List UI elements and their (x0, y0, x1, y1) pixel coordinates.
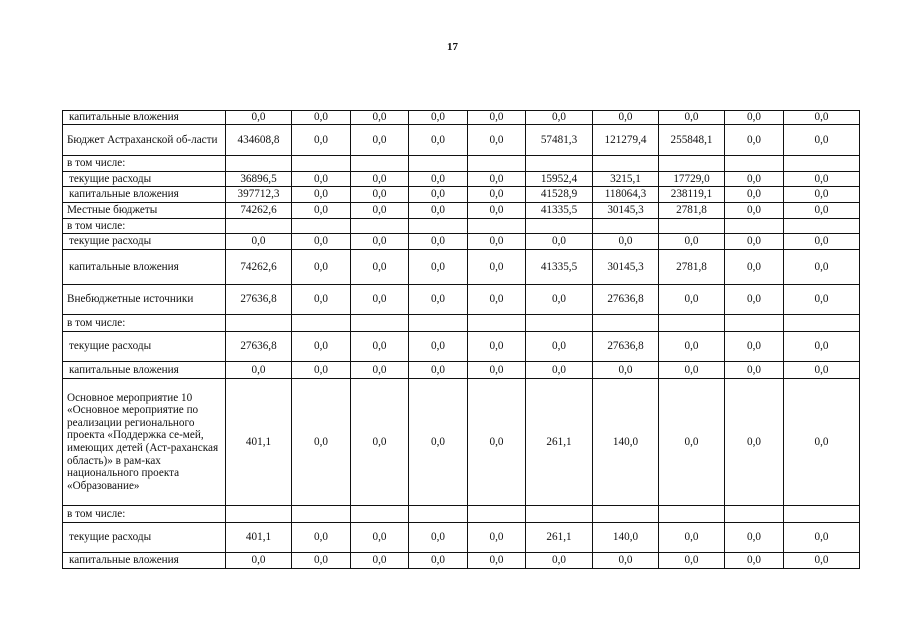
page-number: 17 (447, 41, 458, 53)
value-cell: 57481,3 (526, 125, 593, 156)
value-cell: 0,0 (784, 234, 860, 250)
row-label: капитальные вложения (63, 553, 226, 569)
value-cell (593, 156, 659, 172)
value-cell: 0,0 (292, 187, 351, 203)
value-cell: 0,0 (409, 379, 468, 506)
row-label: Внебюджетные источники (63, 285, 226, 315)
value-cell (784, 219, 860, 234)
value-cell: 0,0 (409, 125, 468, 156)
value-cell: 15952,4 (526, 172, 593, 187)
value-cell (226, 156, 292, 172)
value-cell (292, 156, 351, 172)
value-cell: 0,0 (468, 234, 526, 250)
value-cell (351, 156, 409, 172)
table-row (63, 172, 860, 187)
value-cell: 0,0 (292, 203, 351, 219)
value-cell: 0,0 (468, 250, 526, 285)
value-cell: 0,0 (593, 362, 659, 379)
value-cell: 2781,8 (659, 203, 725, 219)
table-row (63, 553, 860, 569)
value-cell: 0,0 (725, 332, 784, 362)
value-cell: 0,0 (659, 379, 725, 506)
value-cell (659, 219, 725, 234)
value-cell: 0,0 (292, 553, 351, 569)
value-cell: 0,0 (226, 553, 292, 569)
value-cell: 0,0 (784, 523, 860, 553)
row-label: в том числе: (63, 315, 226, 332)
value-cell (526, 156, 593, 172)
table-row (63, 315, 860, 332)
value-cell: 0,0 (226, 362, 292, 379)
value-cell: 261,1 (526, 379, 593, 506)
value-cell: 0,0 (725, 187, 784, 203)
table-row (63, 111, 860, 125)
budget-table (62, 110, 860, 569)
row-label: капитальные вложения (63, 250, 226, 285)
value-cell: 0,0 (659, 285, 725, 315)
value-cell: 0,0 (292, 125, 351, 156)
value-cell: 0,0 (468, 187, 526, 203)
value-cell: 30145,3 (593, 250, 659, 285)
value-cell: 0,0 (351, 125, 409, 156)
value-cell: 41528,9 (526, 187, 593, 203)
row-label: в том числе: (63, 506, 226, 523)
table-body (63, 111, 860, 569)
value-cell: 27636,8 (593, 285, 659, 315)
value-cell (659, 506, 725, 523)
value-cell: 401,1 (226, 379, 292, 506)
value-cell: 0,0 (784, 203, 860, 219)
value-cell: 0,0 (725, 523, 784, 553)
value-cell: 0,0 (292, 111, 351, 125)
value-cell: 0,0 (409, 553, 468, 569)
value-cell (593, 219, 659, 234)
value-cell (351, 506, 409, 523)
value-cell: 0,0 (784, 332, 860, 362)
value-cell: 74262,6 (226, 203, 292, 219)
value-cell: 0,0 (784, 553, 860, 569)
value-cell (409, 156, 468, 172)
value-cell: 0,0 (409, 234, 468, 250)
value-cell: 0,0 (725, 379, 784, 506)
value-cell: 0,0 (725, 125, 784, 156)
value-cell: 0,0 (468, 125, 526, 156)
value-cell: 140,0 (593, 523, 659, 553)
value-cell: 41335,5 (526, 203, 593, 219)
value-cell: 434608,8 (226, 125, 292, 156)
value-cell: 238119,1 (659, 187, 725, 203)
value-cell: 0,0 (292, 332, 351, 362)
row-label: Бюджет Астраханской об-ласти (63, 125, 226, 156)
value-cell: 0,0 (468, 523, 526, 553)
value-cell: 0,0 (784, 187, 860, 203)
table-row (63, 219, 860, 234)
value-cell: 0,0 (526, 234, 593, 250)
value-cell: 0,0 (351, 172, 409, 187)
value-cell: 0,0 (468, 553, 526, 569)
value-cell (593, 315, 659, 332)
table-row (63, 362, 860, 379)
value-cell: 0,0 (725, 553, 784, 569)
value-cell: 0,0 (292, 379, 351, 506)
value-cell: 0,0 (292, 234, 351, 250)
value-cell (725, 506, 784, 523)
value-cell (725, 219, 784, 234)
row-label: текущие расходы (63, 172, 226, 187)
value-cell (292, 219, 351, 234)
value-cell: 0,0 (292, 523, 351, 553)
value-cell: 0,0 (409, 111, 468, 125)
value-cell: 27636,8 (226, 285, 292, 315)
value-cell: 0,0 (659, 111, 725, 125)
value-cell (725, 315, 784, 332)
row-label: капитальные вложения (63, 187, 226, 203)
value-cell: 27636,8 (226, 332, 292, 362)
value-cell: 0,0 (468, 172, 526, 187)
value-cell: 0,0 (351, 234, 409, 250)
value-cell (593, 506, 659, 523)
value-cell (226, 506, 292, 523)
value-cell: 0,0 (468, 362, 526, 379)
value-cell: 0,0 (351, 362, 409, 379)
table-row (63, 523, 860, 553)
table-row (63, 285, 860, 315)
value-cell: 0,0 (526, 362, 593, 379)
value-cell: 0,0 (593, 111, 659, 125)
value-cell: 0,0 (292, 285, 351, 315)
value-cell: 0,0 (226, 234, 292, 250)
value-cell: 0,0 (409, 172, 468, 187)
row-label: в том числе: (63, 219, 226, 234)
value-cell: 0,0 (468, 203, 526, 219)
value-cell: 0,0 (226, 111, 292, 125)
table-row (63, 379, 860, 506)
value-cell: 0,0 (659, 553, 725, 569)
value-cell: 0,0 (526, 285, 593, 315)
value-cell: 30145,3 (593, 203, 659, 219)
value-cell: 0,0 (784, 125, 860, 156)
value-cell: 0,0 (351, 285, 409, 315)
row-label: текущие расходы (63, 523, 226, 553)
value-cell: 0,0 (593, 553, 659, 569)
row-label: капитальные вложения (63, 362, 226, 379)
value-cell: 0,0 (292, 362, 351, 379)
value-cell (409, 219, 468, 234)
value-cell: 0,0 (659, 362, 725, 379)
value-cell (526, 506, 593, 523)
value-cell: 0,0 (351, 553, 409, 569)
value-cell: 0,0 (351, 250, 409, 285)
value-cell: 0,0 (468, 332, 526, 362)
value-cell (725, 156, 784, 172)
value-cell: 0,0 (784, 379, 860, 506)
value-cell: 0,0 (351, 332, 409, 362)
row-label: текущие расходы (63, 332, 226, 362)
value-cell: 0,0 (784, 111, 860, 125)
row-label: текущие расходы (63, 234, 226, 250)
value-cell: 0,0 (468, 379, 526, 506)
value-cell: 0,0 (409, 332, 468, 362)
value-cell: 0,0 (526, 332, 593, 362)
value-cell (784, 156, 860, 172)
value-cell: 0,0 (725, 250, 784, 285)
value-cell: 41335,5 (526, 250, 593, 285)
value-cell: 0,0 (784, 250, 860, 285)
value-cell: 401,1 (226, 523, 292, 553)
table-row (63, 203, 860, 219)
value-cell: 0,0 (409, 523, 468, 553)
row-label: капитальные вложения (63, 111, 226, 125)
value-cell: 255848,1 (659, 125, 725, 156)
value-cell: 0,0 (292, 172, 351, 187)
value-cell: 3215,1 (593, 172, 659, 187)
value-cell: 0,0 (659, 234, 725, 250)
value-cell: 0,0 (409, 203, 468, 219)
value-cell: 0,0 (725, 285, 784, 315)
table-row (63, 250, 860, 285)
value-cell (659, 315, 725, 332)
table-row (63, 156, 860, 172)
value-cell (468, 219, 526, 234)
value-cell: 0,0 (784, 362, 860, 379)
value-cell (409, 315, 468, 332)
value-cell: 0,0 (351, 379, 409, 506)
value-cell: 0,0 (351, 111, 409, 125)
value-cell: 0,0 (292, 250, 351, 285)
table-row (63, 332, 860, 362)
value-cell: 0,0 (468, 285, 526, 315)
value-cell: 0,0 (351, 203, 409, 219)
value-cell: 0,0 (409, 285, 468, 315)
value-cell: 0,0 (725, 362, 784, 379)
value-cell: 0,0 (351, 523, 409, 553)
value-cell (226, 315, 292, 332)
value-cell: 0,0 (725, 172, 784, 187)
value-cell (409, 506, 468, 523)
value-cell: 0,0 (526, 111, 593, 125)
value-cell: 261,1 (526, 523, 593, 553)
value-cell (468, 315, 526, 332)
value-cell (292, 315, 351, 332)
value-cell: 0,0 (351, 187, 409, 203)
value-cell: 397712,3 (226, 187, 292, 203)
value-cell: 0,0 (725, 234, 784, 250)
value-cell: 0,0 (784, 172, 860, 187)
row-label: Местные бюджеты (63, 203, 226, 219)
value-cell: 121279,4 (593, 125, 659, 156)
value-cell (526, 315, 593, 332)
value-cell: 0,0 (409, 250, 468, 285)
value-cell: 118064,3 (593, 187, 659, 203)
row-label: Основное мероприятие 10 «Основное мероприятие по реализации регионального проекта «Поддержка се-мей, имеющих детей (Аст-раханская область)» в рам-ках национального проекта «Образование» (63, 379, 226, 506)
value-cell: 0,0 (468, 111, 526, 125)
value-cell (784, 315, 860, 332)
table-row (63, 506, 860, 523)
value-cell: 0,0 (659, 523, 725, 553)
value-cell: 140,0 (593, 379, 659, 506)
value-cell: 0,0 (725, 111, 784, 125)
value-cell: 0,0 (593, 234, 659, 250)
row-label: в том числе: (63, 156, 226, 172)
table-row (63, 125, 860, 156)
value-cell (468, 156, 526, 172)
value-cell: 17729,0 (659, 172, 725, 187)
value-cell (351, 315, 409, 332)
value-cell: 36896,5 (226, 172, 292, 187)
value-cell: 74262,6 (226, 250, 292, 285)
value-cell (659, 156, 725, 172)
value-cell: 27636,8 (593, 332, 659, 362)
value-cell: 0,0 (725, 203, 784, 219)
value-cell: 0,0 (784, 285, 860, 315)
value-cell (526, 219, 593, 234)
value-cell: 2781,8 (659, 250, 725, 285)
value-cell (468, 506, 526, 523)
value-cell (226, 219, 292, 234)
value-cell (784, 506, 860, 523)
value-cell (351, 219, 409, 234)
value-cell (292, 506, 351, 523)
table-row (63, 234, 860, 250)
value-cell: 0,0 (409, 187, 468, 203)
value-cell: 0,0 (526, 553, 593, 569)
value-cell: 0,0 (659, 332, 725, 362)
table-row (63, 187, 860, 203)
value-cell: 0,0 (409, 362, 468, 379)
